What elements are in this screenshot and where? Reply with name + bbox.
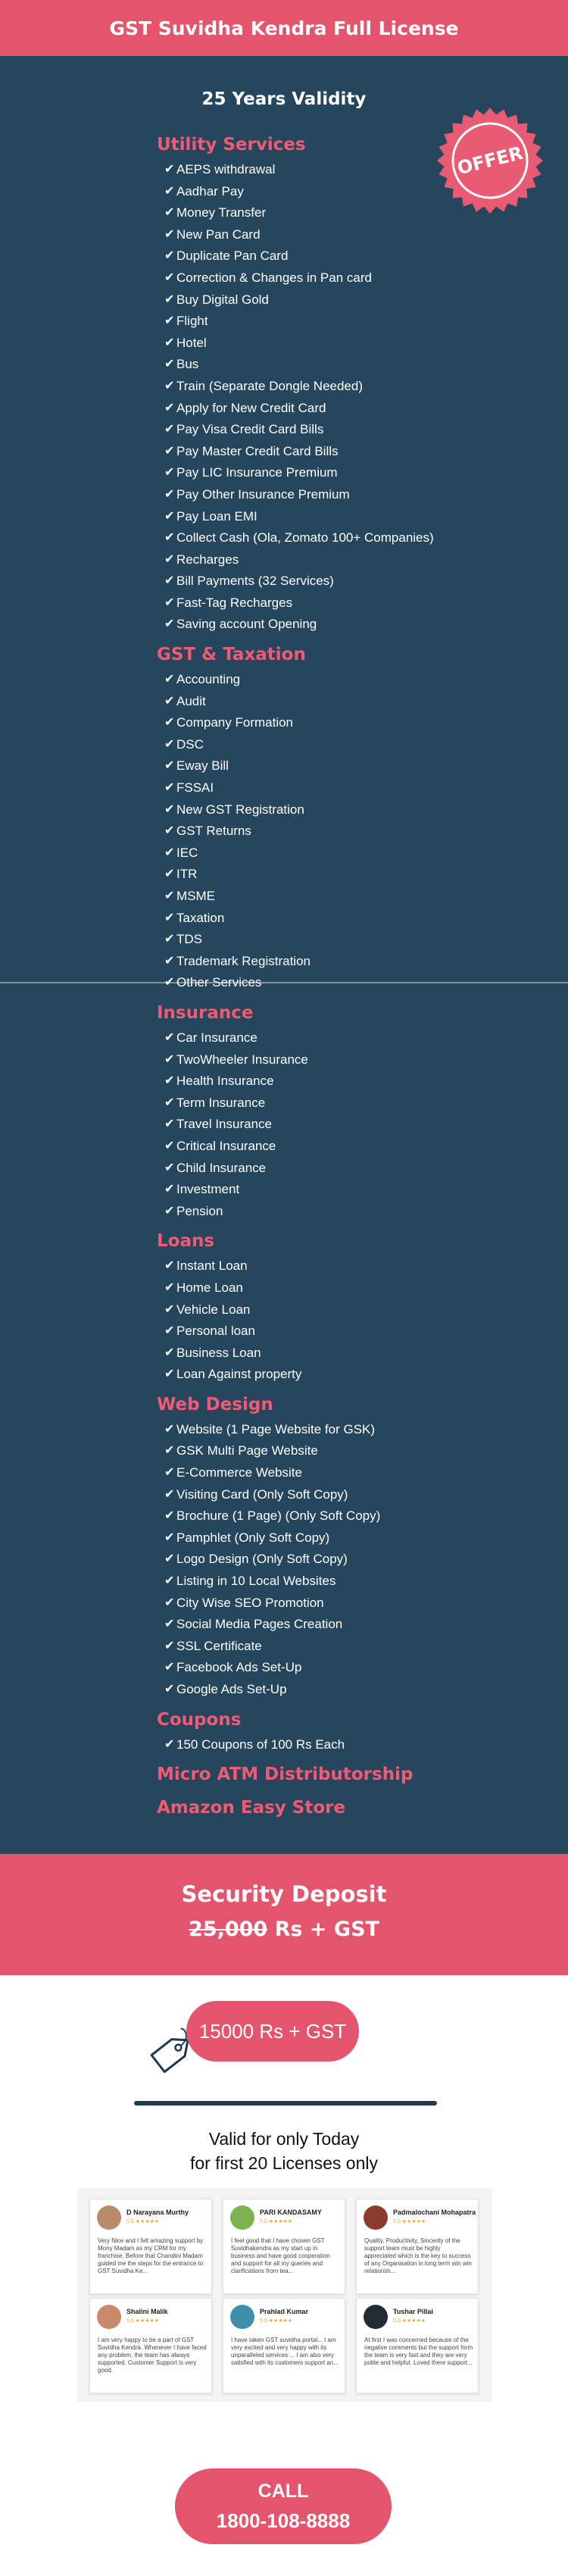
avatar — [97, 2206, 121, 2230]
list-item-label: Social Media Pages Creation — [176, 1617, 343, 1632]
list-item — [157, 1179, 475, 1201]
list-item — [157, 267, 475, 289]
list-item-label: GSK Multi Page Website — [176, 1443, 318, 1458]
check-icon: ✔ — [164, 1280, 175, 1294]
check-icon: ✔ — [164, 1096, 175, 1109]
list-item — [157, 1419, 475, 1441]
list-item-label: New GST Registration — [176, 802, 304, 817]
list-item-label: Apply for New Credit Card — [176, 400, 326, 415]
list-item-label: Pension — [176, 1203, 223, 1218]
list-item-label: Facebook Ads Set-Up — [176, 1660, 302, 1675]
check-icon: ✔ — [164, 358, 175, 371]
list-item-label: Term Insurance — [176, 1095, 266, 1110]
list-item — [157, 1136, 475, 1158]
list-item — [157, 311, 475, 333]
check-icon: ✔ — [164, 1596, 175, 1609]
list-item — [157, 354, 475, 376]
list-item — [157, 691, 475, 713]
check-icon: ✔ — [164, 509, 175, 523]
section-title: Amazon Easy Store — [157, 1798, 346, 1818]
list-item-label: Pay LIC Insurance Premium — [176, 465, 338, 480]
review-text: I am very happy to be a part of GST Suvidha Kendra. Whenever I have faced any problem, the team has always supported. Customer Support is very good. — [98, 2337, 207, 2374]
list-item — [157, 1049, 475, 1071]
check-icon: ✔ — [164, 759, 175, 773]
check-icon: ✔ — [164, 889, 175, 902]
list-item — [157, 1527, 475, 1549]
list-item-label: Instant Loan — [176, 1258, 248, 1274]
check-icon: ✔ — [164, 531, 175, 545]
list-item-label: Flight — [176, 314, 208, 329]
check-icon: ✔ — [164, 1052, 175, 1066]
list-item-label: Aadhar Pay — [176, 183, 244, 199]
list-item-label: Pay Other Insurance Premium — [176, 486, 350, 502]
check-icon: ✔ — [164, 401, 175, 414]
reviews-grid — [77, 2188, 492, 2402]
section-title: Insurance — [157, 1002, 254, 1023]
list-item-label: Visiting Card (Only Soft Copy) — [176, 1487, 348, 1502]
deposit-amount — [0, 1918, 568, 1941]
review-text: At first I was concerned because of the negative comments but the support form the team is very fast and they are very polite and helpful. Loved there support... — [364, 2337, 473, 2366]
list-item-label: FSSAI — [176, 780, 214, 796]
reviewer-name: Shalini Malik — [126, 2308, 168, 2315]
list-item — [157, 202, 475, 224]
list-item — [157, 1343, 475, 1365]
list-item — [157, 734, 475, 756]
price-button[interactable]: 15000 Rs + GST — [186, 2001, 359, 2062]
check-icon: ✔ — [164, 574, 175, 588]
list-item — [157, 864, 475, 886]
section-title: Web Design — [157, 1394, 273, 1415]
check-icon: ✔ — [164, 444, 175, 458]
list-item — [157, 245, 475, 267]
list-item-label: Pamphlet (Only Soft Copy) — [176, 1530, 330, 1545]
security-deposit-banner — [0, 1854, 568, 1975]
list-item — [157, 1114, 475, 1136]
list-item — [157, 886, 475, 908]
check-icon: ✔ — [164, 163, 175, 176]
list-item — [157, 1571, 475, 1593]
list-item — [157, 1657, 475, 1679]
check-icon: ✔ — [164, 824, 175, 838]
list-item-label: Listing in 10 Local Websites — [176, 1574, 336, 1589]
check-icon: ✔ — [164, 1074, 175, 1088]
list-item — [157, 1027, 475, 1049]
check-icon: ✔ — [164, 1683, 175, 1696]
review-card — [89, 2199, 212, 2294]
list-item-label: Google Ads Set-Up — [176, 1682, 287, 1696]
check-icon: ✔ — [164, 1639, 175, 1652]
list-item — [157, 1299, 475, 1321]
list-item-label: Hotel — [176, 335, 207, 350]
list-item-label: Trademark Registration — [176, 953, 311, 968]
check-icon: ✔ — [164, 1368, 175, 1381]
check-icon: ✔ — [164, 1552, 175, 1566]
check-icon: ✔ — [164, 1259, 175, 1273]
list-item — [157, 821, 475, 843]
list-item — [157, 843, 475, 864]
deposit-amount-suffix: Rs + GST — [267, 1918, 379, 1941]
check-icon: ✔ — [164, 1346, 175, 1359]
avatar — [97, 2305, 121, 2329]
section-title: GST & Taxation — [157, 645, 306, 665]
check-icon: ✔ — [164, 911, 175, 924]
list-item — [157, 614, 475, 636]
list-item — [157, 929, 475, 951]
reviewer-name: PARI KANDASAMY — [260, 2209, 322, 2216]
list-item — [157, 972, 475, 994]
call-button[interactable] — [175, 2468, 392, 2544]
list-item-label: IEC — [176, 845, 198, 860]
list-item-label: SSL Certificate — [176, 1638, 262, 1653]
list-item-label: Business Loan — [176, 1345, 261, 1360]
list-item — [157, 1158, 475, 1180]
check-icon: ✔ — [164, 314, 175, 328]
list-item — [157, 1679, 475, 1701]
separator-line — [134, 2101, 437, 2106]
services-panel — [0, 56, 568, 1854]
list-item-label: Accounting — [176, 672, 241, 687]
list-item — [157, 1440, 475, 1462]
list-item-label: 150 Coupons of 100 Rs Each — [176, 1737, 345, 1752]
check-icon: ✔ — [164, 1487, 175, 1501]
check-icon: ✔ — [164, 1530, 175, 1544]
deposit-title: Security Deposit — [181, 1881, 387, 1907]
list-item — [157, 1255, 475, 1277]
check-icon: ✔ — [164, 802, 175, 816]
list-item-label: Logo Design (Only Soft Copy) — [176, 1552, 348, 1567]
check-icon: ✔ — [164, 1466, 175, 1480]
list-item-label: Money Transfer — [176, 205, 267, 220]
review-stars: 5.0 ★★★★★ — [260, 2318, 293, 2324]
check-icon: ✔ — [164, 227, 175, 241]
list-item-label: Pay Visa Credit Card Bills — [176, 422, 324, 437]
valid-today-text: Valid for only Today — [208, 2129, 360, 2149]
list-item-label: Saving account Opening — [176, 617, 317, 632]
check-icon: ✔ — [164, 1618, 175, 1631]
reviewer-name: Padmalochani Mohapatra — [393, 2209, 476, 2216]
check-icon: ✔ — [164, 954, 175, 968]
check-icon: ✔ — [164, 206, 175, 220]
list-item-label: Bus — [176, 357, 199, 372]
check-icon: ✔ — [164, 1422, 175, 1436]
check-icon: ✔ — [164, 1030, 175, 1044]
check-icon: ✔ — [164, 933, 175, 946]
review-card — [223, 2298, 345, 2393]
list-item — [157, 1071, 475, 1093]
check-icon: ✔ — [164, 1118, 175, 1131]
list-item — [157, 398, 475, 420]
list-item — [157, 333, 475, 355]
services-list — [157, 126, 475, 1822]
list-item — [157, 951, 475, 973]
review-stars: 5.0 ★★★★★ — [393, 2318, 426, 2324]
list-item-label: AEPS withdrawal — [176, 162, 276, 177]
review-stars: 5.0 ★★★★★ — [393, 2219, 426, 2224]
check-icon: ✔ — [164, 846, 175, 859]
list-item-label: Pay Master Credit Card Bills — [176, 443, 339, 458]
validity-text: 25 Years Validity — [201, 89, 367, 109]
check-icon: ✔ — [164, 737, 175, 751]
list-item — [157, 712, 475, 734]
list-item — [157, 592, 475, 614]
check-icon: ✔ — [164, 673, 175, 686]
avatar — [364, 2206, 388, 2230]
review-stars: 5.0 ★★★★★ — [260, 2219, 293, 2224]
list-item-label: E-Commerce Website — [176, 1465, 302, 1480]
deposit-old-amount: 25,000 — [189, 1918, 268, 1941]
check-icon: ✔ — [164, 1509, 175, 1523]
review-card — [356, 2298, 479, 2393]
check-icon: ✔ — [164, 487, 175, 501]
review-text: Quality, Productivity, Sincerity of the support team must be highly appreciated which is the key to success of any Organisation in long term win win relationsh... — [364, 2237, 472, 2274]
reviewer-name: Tushar Pillai — [393, 2308, 433, 2315]
review-text: Very Nice and I felt amazing support by Mony Madam as my CRM for my franchise. Before that Chandini Madam guided me the steps for the entrance to GST Suvidha Ke... — [98, 2237, 204, 2274]
check-icon: ✔ — [164, 694, 175, 708]
list-item — [157, 1593, 475, 1615]
review-stars: 5.0 ★★★★★ — [126, 2219, 160, 2224]
list-item — [157, 289, 475, 311]
list-item-label: TwoWheeler Insurance — [176, 1052, 308, 1067]
list-item-label: MSME — [176, 889, 215, 903]
list-item-label: Audit — [176, 693, 206, 708]
list-item — [157, 506, 475, 528]
check-icon: ✔ — [164, 868, 175, 881]
check-icon: ✔ — [164, 781, 175, 795]
section-title: Utility Services — [157, 135, 306, 155]
list-item — [157, 1093, 475, 1114]
list-item-label: Pay Loan EMI — [176, 508, 257, 524]
list-item — [157, 441, 475, 463]
check-icon: ✔ — [164, 466, 175, 480]
list-item-label: Travel Insurance — [176, 1117, 272, 1132]
list-item-label: Bill Payments (32 Services) — [176, 574, 334, 589]
check-icon: ✔ — [164, 1324, 175, 1338]
reviewer-name: D Narayana Murthy — [126, 2209, 189, 2216]
review-text: I feel good that I have chosen GST Suvidhakendra as my start up in business and have good cooperation and support for all my queries and clarifications from tea... — [231, 2237, 330, 2274]
avatar — [230, 2305, 254, 2329]
call-label: CALL — [257, 2481, 309, 2502]
check-icon: ✔ — [164, 1661, 175, 1674]
list-item — [157, 419, 475, 441]
check-icon: ✔ — [164, 716, 175, 730]
list-item-label: Recharges — [176, 552, 239, 567]
check-icon: ✔ — [164, 336, 175, 349]
review-text: I have taken GST suvidha portal... I am very excited and very happy with its unparalleled services ... I am also very satisfied with its customers support an... — [231, 2337, 339, 2366]
check-icon: ✔ — [164, 596, 175, 609]
check-icon: ✔ — [164, 270, 175, 284]
reviewer-name: Prahlad Kumar — [260, 2308, 309, 2315]
avatar — [230, 2206, 254, 2230]
call-number: 1800-108-8888 — [216, 2509, 351, 2532]
list-item-label: Loan Against property — [176, 1367, 302, 1382]
list-item-label: ITR — [176, 867, 198, 882]
list-item — [157, 908, 475, 930]
check-icon: ✔ — [164, 1302, 175, 1316]
list-item-label: Buy Digital Gold — [176, 292, 269, 307]
list-item-label: Investment — [176, 1182, 240, 1197]
list-item-label: TDS — [176, 932, 202, 947]
review-card — [223, 2199, 345, 2294]
list-item-label: GST Returns — [176, 824, 251, 839]
list-item-label: Child Insurance — [176, 1160, 267, 1175]
section-title: Loans — [157, 1231, 215, 1252]
check-icon: ✔ — [164, 292, 175, 306]
list-item — [157, 224, 475, 246]
list-item — [157, 1364, 475, 1386]
check-icon: ✔ — [164, 423, 175, 436]
list-item — [157, 462, 475, 484]
review-card — [89, 2298, 212, 2393]
check-icon: ✔ — [164, 976, 175, 989]
list-item-label: Company Formation — [176, 715, 294, 730]
list-item-label: Critical Insurance — [176, 1138, 276, 1153]
list-item — [157, 1636, 475, 1658]
list-item — [157, 1277, 475, 1299]
check-icon: ✔ — [164, 1444, 175, 1458]
list-item — [157, 777, 475, 799]
list-item-label: Brochure (1 Page) (Only Soft Copy) — [176, 1508, 381, 1524]
list-item-label: Health Insurance — [176, 1074, 274, 1089]
review-stars: 5.0 ★★★★★ — [126, 2318, 160, 2324]
list-item-label: Other Services — [176, 975, 262, 990]
list-item — [157, 159, 475, 181]
list-item — [157, 571, 475, 592]
list-item — [157, 549, 475, 571]
check-icon: ✔ — [164, 1161, 175, 1174]
list-item — [157, 669, 475, 691]
check-icon: ✔ — [164, 1574, 175, 1588]
section-title: Coupons — [157, 1709, 242, 1730]
avatar — [364, 2305, 388, 2329]
check-icon: ✔ — [164, 1139, 175, 1152]
list-item — [157, 376, 475, 398]
list-item-label: Fast-Tag Recharges — [176, 595, 293, 610]
page-header — [0, 0, 568, 56]
list-item-label: Duplicate Pan Card — [176, 249, 289, 264]
list-item — [157, 1484, 475, 1506]
list-item-label: DSC — [176, 736, 204, 752]
list-item — [157, 799, 475, 821]
list-item-label: Train (Separate Dongle Needed) — [176, 378, 364, 393]
list-item — [157, 1549, 475, 1571]
list-item-label: New Pan Card — [176, 227, 261, 242]
list-item — [157, 1734, 475, 1756]
check-icon: ✔ — [164, 1183, 175, 1196]
page-title: GST Suvidha Kendra Full License — [109, 17, 459, 39]
list-item — [157, 1321, 475, 1343]
list-item — [157, 527, 475, 549]
check-icon: ✔ — [164, 617, 175, 631]
check-icon: ✔ — [164, 552, 175, 566]
list-item — [157, 1505, 475, 1527]
list-item — [157, 1462, 475, 1484]
list-item-label: Website (1 Page Website for GSK) — [176, 1421, 376, 1436]
list-item — [157, 755, 475, 777]
list-item-label: Taxation — [176, 910, 225, 925]
list-item-label: City Wise SEO Promotion — [176, 1595, 324, 1610]
list-item-label: Car Insurance — [176, 1030, 257, 1045]
list-item-label: Vehicle Loan — [176, 1302, 251, 1317]
list-item-label: Home Loan — [176, 1280, 243, 1295]
list-item — [157, 181, 475, 203]
check-icon: ✔ — [164, 1737, 175, 1751]
list-item-label: Correction & Changes in Pan card — [176, 270, 372, 285]
check-icon: ✔ — [164, 379, 175, 392]
list-item-label: Collect Cash (Ola, Zomato 100+ Companies) — [176, 530, 434, 546]
check-icon: ✔ — [164, 249, 175, 263]
list-item — [157, 1201, 475, 1223]
license-limit-text: for first 20 Licenses only — [189, 2153, 378, 2173]
check-icon: ✔ — [164, 1204, 175, 1218]
section-title: Micro ATM Distributorship — [157, 1765, 414, 1785]
offer-badge-label: OFFER — [454, 142, 526, 180]
list-item-label: Eway Bill — [176, 758, 229, 774]
check-icon: ✔ — [164, 184, 175, 198]
review-card — [356, 2199, 479, 2294]
list-item — [157, 1614, 475, 1636]
list-item — [157, 484, 475, 506]
list-item-label: Personal loan — [176, 1324, 255, 1339]
